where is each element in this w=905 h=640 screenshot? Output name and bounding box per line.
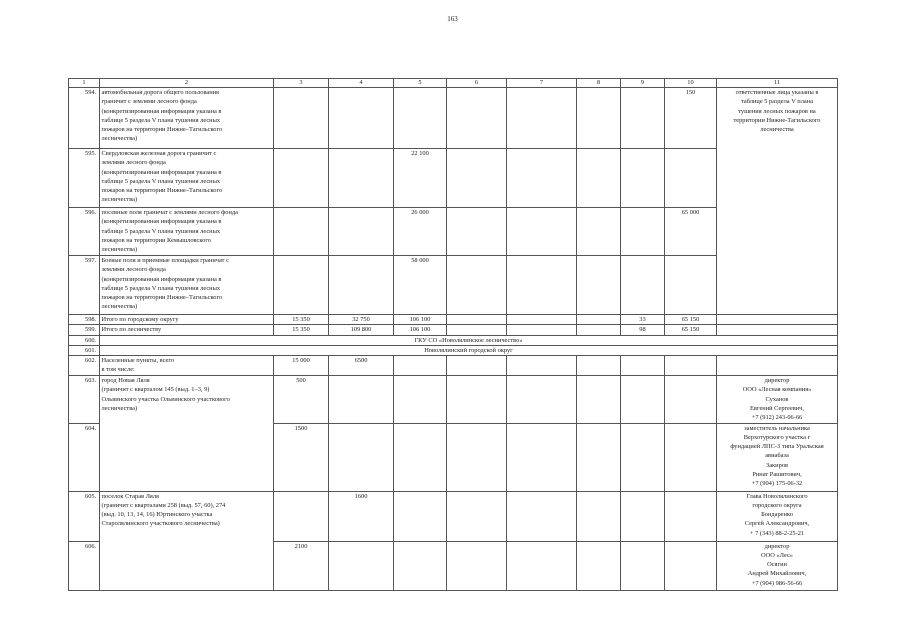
cell-value: 1600	[329, 491, 394, 541]
row-name: поселок Старая Ляля (граничит с кварталами 258 (выд. 57, 60), 274 (выд. 10, 13, 14, 16) Юртинского участка Старолялинского участкового лесничества)	[100, 491, 274, 590]
header-cell: 8	[577, 79, 621, 88]
header-cell: 10	[665, 79, 717, 88]
header-cell: 3	[274, 79, 329, 88]
row-name: Населенные пункты, всего в том числе:	[100, 356, 274, 376]
cell-value: 98	[621, 325, 665, 335]
cell-value: 150	[665, 88, 717, 149]
row-number: 597.	[69, 256, 100, 315]
responsible-cell: директор ООО «Лесная компания» Суханов Евгений Сергеевич, +7 (912) 243-06-66	[717, 376, 838, 423]
table-row	[69, 491, 838, 541]
cell-value: 106 100	[394, 325, 447, 335]
header-cell: 2	[100, 79, 274, 88]
cell-value: 1500	[274, 423, 329, 491]
cell-value: 15 350	[274, 325, 329, 335]
row-number: 599.	[69, 325, 100, 335]
page-number: 163	[447, 15, 458, 23]
row-number: 600.	[69, 335, 100, 345]
header-cell: 9	[621, 79, 665, 88]
row-number: 598.	[69, 315, 100, 325]
responsible-cell: Глава Новолялинского городского округа Бондаренко Сергей Александрович, + 7 (343) 88-2-25-21	[717, 491, 838, 541]
cell-value: 65 000	[665, 208, 717, 256]
cell-value: 109 800	[329, 325, 394, 335]
cell-value: 65 150	[665, 315, 717, 325]
row-number: 604.	[69, 423, 100, 491]
table-row	[69, 325, 838, 335]
fire-plan-table	[68, 78, 838, 591]
section-heading: Новолялинский городской округ	[100, 345, 838, 355]
header-cell: 6	[447, 79, 507, 88]
cell-value: 106 100	[394, 315, 447, 325]
row-name: Свердловская железная дорога граничит с землями лесного фонда (конкретизированная информация указана в таблице 5 раздела V плана тушения лесных пожаров на территории Нижне–Тагильского лесничества)	[100, 149, 274, 208]
cell-value: 33	[621, 315, 665, 325]
row-name: Итого по городскому округу	[100, 315, 274, 325]
row-number: 605.	[69, 491, 100, 541]
row-name: город Новая Ляля (граничит с кварталом 145 (выд. 1–3, 9) Ольвинского участка Ольвинского участкового лесничества)	[100, 376, 274, 491]
table-row	[69, 345, 838, 355]
table-row	[69, 315, 838, 325]
cell-value: 58 000	[394, 256, 447, 315]
table-row	[69, 335, 838, 345]
table-row	[69, 356, 838, 376]
row-number: 595.	[69, 149, 100, 208]
cell-value: 2100	[274, 541, 329, 590]
cell-value: 65 150	[665, 325, 717, 335]
responsible-cell: ответственные лица указаны в таблице 5 раздела V плана тушения лесных пожаров на территории Нижне-Тагильского лесничества	[717, 88, 838, 315]
header-cell: 5	[394, 79, 447, 88]
cell-value: 32 750	[329, 315, 394, 325]
row-name: Итого по лесничеству	[100, 325, 274, 335]
row-number: 603.	[69, 376, 100, 423]
cell-value: 26 000	[394, 208, 447, 256]
table-header-row	[69, 79, 838, 88]
cell-value: 6500	[329, 356, 394, 376]
cell-value: 15 350	[274, 315, 329, 325]
row-number: 596.	[69, 208, 100, 256]
responsible-cell: заместитель начальника Верхотурского участка г фундацией ЛПС-3 типа Уральская авиабаза Закиров Ринат Рашитович, +7 (904) 175-06-32	[717, 423, 838, 491]
header-cell: 11	[717, 79, 838, 88]
row-name: автомобильная дорога общего пользования граничит с землями лесного фонда (конкретизированная информация указана в таблице 5 раздела V плана тушения лесных пожаров на территории Нижне–Тагильского лесничества)	[100, 88, 274, 149]
row-name: посевные поля граничат с землями лесного фонда (конкретизированная информация указана в таблице 5 раздела V плана тушения лесных пожаров на территории Кемышловского лесничества)	[100, 208, 274, 256]
row-number: 606.	[69, 541, 100, 590]
header-cell: 1	[69, 79, 100, 88]
row-name: Боевые поля и приемные площадки граничат с землями лесного фонда (конкретизированная информация указана в таблице 5 раздела V плана тушения лесных пожаров на территории Нижне–Тагильского лесничества)	[100, 256, 274, 315]
table-row	[69, 88, 838, 149]
table-row	[69, 376, 838, 423]
header-cell: 7	[507, 79, 577, 88]
responsible-cell: директор ООО «Лес» Осягин Андрей Михайлович, +7 (904) 986-56-66	[717, 541, 838, 590]
row-number: 601.	[69, 345, 100, 355]
cell-value: 500	[274, 376, 329, 423]
row-number: 594.	[69, 88, 100, 149]
cell-value: 22 100	[394, 149, 447, 208]
section-heading: ГКУ СО «Новолялинское лесничество»	[100, 335, 838, 345]
cell-value: 15 000	[274, 356, 329, 376]
row-number: 602.	[69, 356, 100, 376]
header-cell: 4	[329, 79, 394, 88]
